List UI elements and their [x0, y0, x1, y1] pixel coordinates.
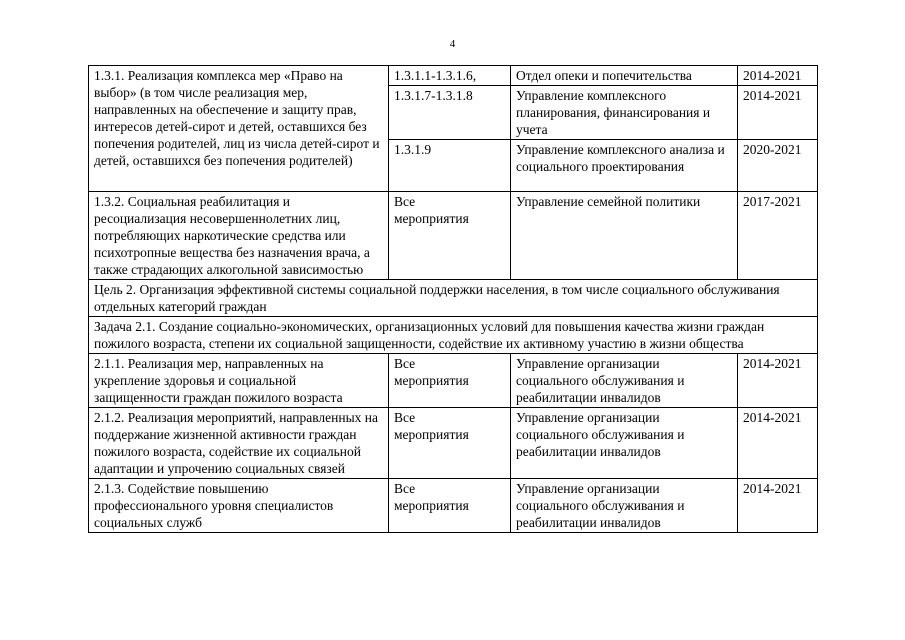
measures-cell: 1.3.1.1-1.3.1.6, [389, 66, 511, 86]
executor-cell: Управление организации социального обслуживания и реабилитации инвалидов [511, 354, 738, 408]
page-number: 4 [449, 38, 456, 50]
measures-cell: Все мероприятия [389, 354, 511, 408]
period-cell: 2014-2021 [738, 354, 818, 408]
measures-cell: 1.3.1.7-1.3.1.8 [389, 86, 511, 140]
table-row [89, 479, 818, 533]
executor-cell: Управление комплексного планирования, финансирования и учета [511, 86, 738, 140]
table-row [89, 354, 818, 408]
activity-cell: 2.1.2. Реализация мероприятий, направленных на поддержание жизненной активности граждан пожилого возраста, содействие их социальной адаптации и упрочению социальных связей [89, 408, 389, 479]
measures-cell: 1.3.1.9 [389, 140, 511, 192]
executor-cell: Управление семейной политики [511, 192, 738, 280]
activity-cell: 1.3.1. Реализация комплекса мер «Право на выбор» (в том числе реализация мер, направленных на обеспечение и защиту прав, интересов детей-сирот и детей, оставшихся без попечения родителей, лиц из числа детей-сирот и детей, оставшихся без попечения родителей) [89, 66, 389, 192]
table-row [89, 408, 818, 479]
executor-cell: Управление организации социального обслуживания и реабилитации инвалидов [511, 408, 738, 479]
activity-cell: 1.3.2. Социальная реабилитация и ресоциализация несовершеннолетних лиц, потребляющих наркотические средства или психотропные вещества без назначения врача, а также страдающих алкогольной зависимостью [89, 192, 389, 280]
executor-cell: Отдел опеки и попечительства [511, 66, 738, 86]
table-row [89, 280, 818, 317]
executor-cell: Управление организации социального обслуживания и реабилитации инвалидов [511, 479, 738, 533]
program-activities-table [88, 65, 818, 533]
period-cell: 2014-2021 [738, 86, 818, 140]
activity-cell: 2.1.1. Реализация мер, направленных на укрепление здоровья и социальной защищенности граждан пожилого возраста [89, 354, 389, 408]
measures-cell: Все мероприятия [389, 192, 511, 280]
task-cell: Задача 2.1. Создание социально-экономических, организационных условий для повышения качества жизни граждан пожилого возраста, степени их социальной защищенности, содействие их активному участию в жизни общества [89, 317, 818, 354]
activity-cell: 2.1.3. Содействие повышению профессионального уровня специалистов социальных служб [89, 479, 389, 533]
table-row [89, 66, 818, 86]
measures-cell: Все мероприятия [389, 408, 511, 479]
goal-cell: Цель 2. Организация эффективной системы социальной поддержки населения, в том числе социального обслуживания отдельных категорий граждан [89, 280, 818, 317]
measures-cell: Все мероприятия [389, 479, 511, 533]
period-cell: 2017-2021 [738, 192, 818, 280]
period-cell: 2014-2021 [738, 408, 818, 479]
table-row [89, 192, 818, 280]
executor-cell: Управление комплексного анализа и социального проектирования [511, 140, 738, 192]
table-row [89, 317, 818, 354]
period-cell: 2014-2021 [738, 66, 818, 86]
period-cell: 2014-2021 [738, 479, 818, 533]
period-cell: 2020-2021 [738, 140, 818, 192]
